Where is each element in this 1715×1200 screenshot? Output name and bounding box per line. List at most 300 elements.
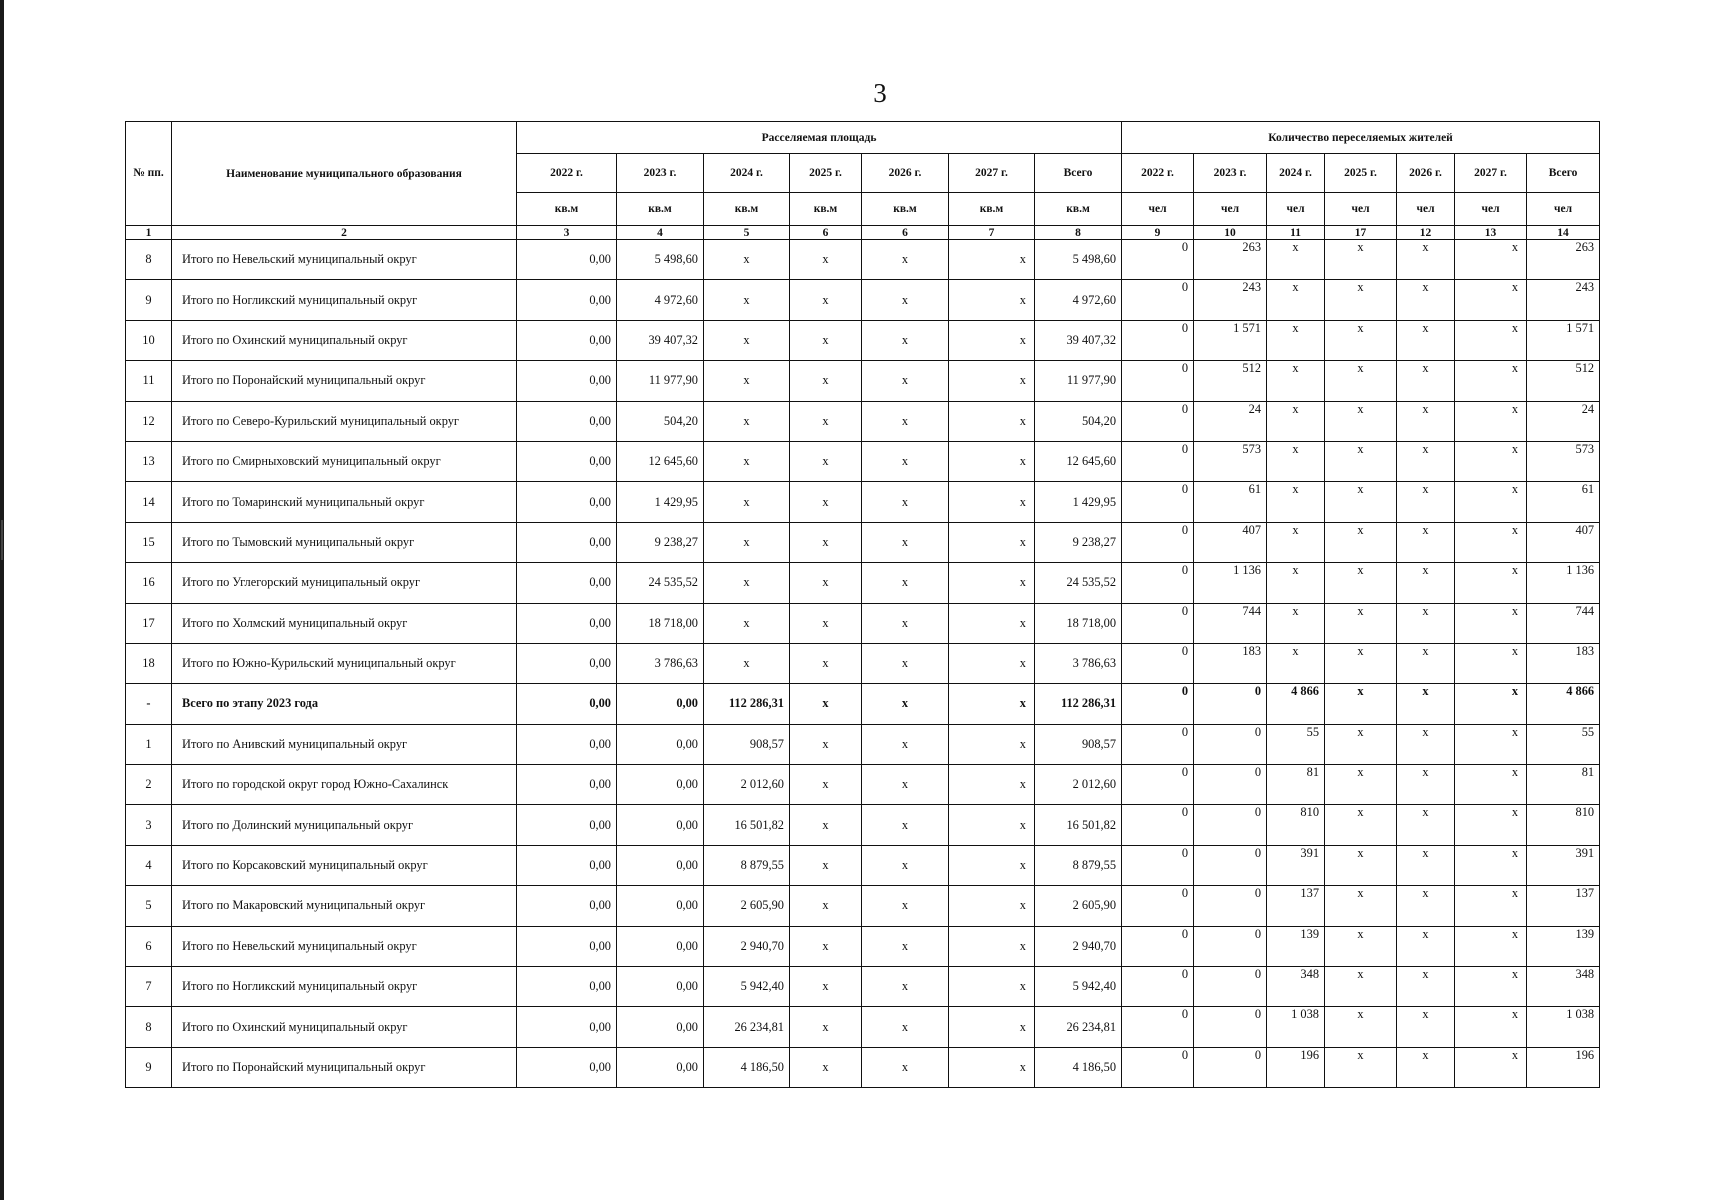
area-cell: x bbox=[862, 1007, 949, 1047]
area-cell: 4 186,50 bbox=[704, 1047, 790, 1087]
area-cell: 0,00 bbox=[617, 1047, 704, 1087]
header-people-year: 2027 г. bbox=[1455, 154, 1527, 193]
area-cell: 4 972,60 bbox=[617, 280, 704, 320]
people-cell: 4 866 bbox=[1267, 684, 1325, 724]
people-cell: 1 038 bbox=[1267, 1007, 1325, 1047]
people-cell: x bbox=[1267, 563, 1325, 603]
table-row bbox=[126, 805, 1600, 845]
area-cell: x bbox=[790, 361, 862, 401]
row-number: 6 bbox=[126, 926, 172, 966]
header-column-index: 17 bbox=[1325, 226, 1397, 240]
people-cell: 0 bbox=[1122, 967, 1194, 1007]
area-cell: 11 977,90 bbox=[1035, 361, 1122, 401]
area-cell: 16 501,82 bbox=[704, 805, 790, 845]
row-municipality-name: Итого по Томаринский муниципальный округ bbox=[172, 482, 517, 522]
area-cell: 1 429,95 bbox=[1035, 482, 1122, 522]
scan-edge-mark bbox=[1, 520, 3, 560]
people-cell: x bbox=[1397, 1047, 1455, 1087]
area-cell: x bbox=[949, 522, 1035, 562]
row-municipality-name: Итого по Смирныховский муниципальный округ bbox=[172, 441, 517, 481]
people-cell: x bbox=[1455, 926, 1527, 966]
row-number: 5 bbox=[126, 886, 172, 926]
people-cell: x bbox=[1455, 886, 1527, 926]
area-cell: 112 286,31 bbox=[1035, 684, 1122, 724]
area-cell: x bbox=[862, 926, 949, 966]
people-cell: x bbox=[1397, 886, 1455, 926]
people-cell: x bbox=[1455, 765, 1527, 805]
area-cell: 908,57 bbox=[704, 724, 790, 764]
people-cell: x bbox=[1325, 603, 1397, 643]
area-cell: 2 012,60 bbox=[1035, 765, 1122, 805]
people-cell: x bbox=[1267, 320, 1325, 360]
row-municipality-name: Итого по Охинский муниципальный округ bbox=[172, 1007, 517, 1047]
header-column-index: 6 bbox=[862, 226, 949, 240]
header-name: Наименование муниципального образования bbox=[172, 122, 517, 226]
people-cell: x bbox=[1455, 482, 1527, 522]
row-number: 3 bbox=[126, 805, 172, 845]
people-cell: 0 bbox=[1194, 805, 1267, 845]
people-cell: 0 bbox=[1122, 845, 1194, 885]
row-municipality-name: Итого по Северо-Курильский муниципальный округ bbox=[172, 401, 517, 441]
row-number: 10 bbox=[126, 320, 172, 360]
area-cell: x bbox=[949, 724, 1035, 764]
people-cell: 0 bbox=[1194, 1007, 1267, 1047]
area-cell: 39 407,32 bbox=[617, 320, 704, 360]
area-cell: x bbox=[949, 845, 1035, 885]
people-cell: x bbox=[1325, 643, 1397, 683]
header-people-unit: чел bbox=[1527, 193, 1600, 226]
people-cell: 183 bbox=[1194, 643, 1267, 683]
area-cell: x bbox=[949, 765, 1035, 805]
area-cell: x bbox=[790, 280, 862, 320]
area-cell: x bbox=[949, 603, 1035, 643]
area-cell: x bbox=[862, 684, 949, 724]
people-cell: 1 571 bbox=[1527, 320, 1600, 360]
people-cell: 1 136 bbox=[1194, 563, 1267, 603]
people-cell: 139 bbox=[1527, 926, 1600, 966]
area-cell: x bbox=[790, 967, 862, 1007]
people-cell: x bbox=[1397, 522, 1455, 562]
area-cell: x bbox=[862, 765, 949, 805]
people-cell: 0 bbox=[1122, 926, 1194, 966]
row-municipality-name: Итого по Ногликский муниципальный округ bbox=[172, 280, 517, 320]
area-cell: x bbox=[862, 603, 949, 643]
area-cell: x bbox=[949, 361, 1035, 401]
people-cell: x bbox=[1325, 967, 1397, 1007]
area-cell: 0,00 bbox=[517, 361, 617, 401]
table-row bbox=[126, 522, 1600, 562]
people-cell: x bbox=[1325, 522, 1397, 562]
header-area-unit: кв.м bbox=[1035, 193, 1122, 226]
header-people-year: 2026 г. bbox=[1397, 154, 1455, 193]
people-cell: x bbox=[1325, 684, 1397, 724]
area-cell: 2 940,70 bbox=[1035, 926, 1122, 966]
table-row bbox=[126, 845, 1600, 885]
area-cell: 0,00 bbox=[517, 724, 617, 764]
people-cell: 243 bbox=[1194, 280, 1267, 320]
row-number: 1 bbox=[126, 724, 172, 764]
people-cell: 0 bbox=[1194, 765, 1267, 805]
header-area-year: 2026 г. bbox=[862, 154, 949, 193]
area-cell: x bbox=[862, 1047, 949, 1087]
people-cell: x bbox=[1455, 320, 1527, 360]
area-cell: x bbox=[862, 240, 949, 280]
area-cell: 0,00 bbox=[617, 845, 704, 885]
people-cell: x bbox=[1267, 441, 1325, 481]
area-cell: 0,00 bbox=[617, 805, 704, 845]
people-cell: x bbox=[1397, 1007, 1455, 1047]
header-area-unit: кв.м bbox=[704, 193, 790, 226]
people-cell: x bbox=[1455, 724, 1527, 764]
people-cell: x bbox=[1455, 684, 1527, 724]
header-column-index: 8 bbox=[1035, 226, 1122, 240]
people-cell: 139 bbox=[1267, 926, 1325, 966]
people-cell: 512 bbox=[1527, 361, 1600, 401]
area-cell: 2 605,90 bbox=[1035, 886, 1122, 926]
people-cell: 0 bbox=[1122, 684, 1194, 724]
people-cell: x bbox=[1325, 845, 1397, 885]
area-cell: 0,00 bbox=[617, 926, 704, 966]
area-cell: x bbox=[704, 240, 790, 280]
area-cell: 0,00 bbox=[517, 280, 617, 320]
people-cell: x bbox=[1325, 320, 1397, 360]
row-number: 14 bbox=[126, 482, 172, 522]
area-cell: x bbox=[790, 845, 862, 885]
row-municipality-name: Итого по Холмский муниципальный округ bbox=[172, 603, 517, 643]
people-cell: x bbox=[1397, 401, 1455, 441]
people-cell: x bbox=[1397, 603, 1455, 643]
people-cell: x bbox=[1397, 280, 1455, 320]
header-area-unit: кв.м bbox=[862, 193, 949, 226]
area-cell: x bbox=[790, 926, 862, 966]
row-municipality-name: Итого по Углегорский муниципальный округ bbox=[172, 563, 517, 603]
area-cell: x bbox=[704, 401, 790, 441]
area-cell: 9 238,27 bbox=[1035, 522, 1122, 562]
area-cell: x bbox=[949, 441, 1035, 481]
area-cell: x bbox=[862, 522, 949, 562]
people-cell: 183 bbox=[1527, 643, 1600, 683]
table-row bbox=[126, 482, 1600, 522]
people-cell: x bbox=[1397, 320, 1455, 360]
table-row bbox=[126, 1007, 1600, 1047]
row-municipality-name: Итого по Корсаковский муниципальный округ bbox=[172, 845, 517, 885]
area-cell: 3 786,63 bbox=[1035, 643, 1122, 683]
row-number: 16 bbox=[126, 563, 172, 603]
people-cell: x bbox=[1325, 280, 1397, 320]
people-cell: 573 bbox=[1194, 441, 1267, 481]
people-cell: 0 bbox=[1194, 967, 1267, 1007]
header-area-unit: кв.м bbox=[617, 193, 704, 226]
area-cell: x bbox=[790, 401, 862, 441]
people-cell: x bbox=[1455, 805, 1527, 845]
header-people-unit: чел bbox=[1194, 193, 1267, 226]
area-cell: x bbox=[949, 886, 1035, 926]
header-column-index: 13 bbox=[1455, 226, 1527, 240]
people-cell: 0 bbox=[1194, 926, 1267, 966]
row-number: 18 bbox=[126, 643, 172, 683]
people-cell: x bbox=[1267, 401, 1325, 441]
area-cell: x bbox=[949, 643, 1035, 683]
area-cell: 5 942,40 bbox=[1035, 967, 1122, 1007]
people-cell: x bbox=[1455, 1007, 1527, 1047]
header-area-year: 2025 г. bbox=[790, 154, 862, 193]
area-cell: x bbox=[949, 1047, 1035, 1087]
area-cell: 0,00 bbox=[617, 1007, 704, 1047]
people-cell: x bbox=[1397, 441, 1455, 481]
area-cell: x bbox=[862, 845, 949, 885]
header-column-index: 6 bbox=[790, 226, 862, 240]
area-cell: 0,00 bbox=[517, 441, 617, 481]
people-cell: x bbox=[1325, 926, 1397, 966]
header-people-year: Всего bbox=[1527, 154, 1600, 193]
area-cell: x bbox=[949, 280, 1035, 320]
area-cell: x bbox=[949, 684, 1035, 724]
area-cell: x bbox=[949, 320, 1035, 360]
row-municipality-name: Итого по Невельский муниципальный округ bbox=[172, 240, 517, 280]
area-cell: x bbox=[949, 926, 1035, 966]
area-cell: x bbox=[862, 280, 949, 320]
people-cell: 0 bbox=[1122, 361, 1194, 401]
people-cell: x bbox=[1325, 805, 1397, 845]
area-cell: 0,00 bbox=[517, 805, 617, 845]
table-row bbox=[126, 563, 1600, 603]
people-cell: 1 136 bbox=[1527, 563, 1600, 603]
row-number: 8 bbox=[126, 1007, 172, 1047]
area-cell: 0,00 bbox=[517, 1007, 617, 1047]
people-cell: x bbox=[1397, 967, 1455, 1007]
area-cell: x bbox=[790, 765, 862, 805]
resettlement-table bbox=[125, 121, 1600, 1088]
people-cell: 61 bbox=[1527, 482, 1600, 522]
people-cell: 0 bbox=[1122, 401, 1194, 441]
area-cell: 3 786,63 bbox=[617, 643, 704, 683]
people-cell: x bbox=[1325, 361, 1397, 401]
table-row bbox=[126, 886, 1600, 926]
row-municipality-name: Итого по Долинский муниципальный округ bbox=[172, 805, 517, 845]
area-cell: 0,00 bbox=[517, 926, 617, 966]
area-cell: x bbox=[704, 482, 790, 522]
people-cell: x bbox=[1267, 643, 1325, 683]
area-cell: x bbox=[862, 401, 949, 441]
row-number: 2 bbox=[126, 765, 172, 805]
header-column-index: 2 bbox=[172, 226, 517, 240]
area-cell: x bbox=[949, 240, 1035, 280]
area-cell: x bbox=[704, 280, 790, 320]
area-cell: x bbox=[790, 320, 862, 360]
people-cell: x bbox=[1397, 563, 1455, 603]
area-cell: 8 879,55 bbox=[704, 845, 790, 885]
area-cell: x bbox=[704, 361, 790, 401]
area-cell: 0,00 bbox=[517, 603, 617, 643]
people-cell: x bbox=[1455, 1047, 1527, 1087]
people-cell: 24 bbox=[1527, 401, 1600, 441]
area-cell: x bbox=[949, 563, 1035, 603]
area-cell: 0,00 bbox=[617, 886, 704, 926]
area-cell: 0,00 bbox=[617, 765, 704, 805]
area-cell: 11 977,90 bbox=[617, 361, 704, 401]
header-column-index: 14 bbox=[1527, 226, 1600, 240]
people-cell: 0 bbox=[1122, 603, 1194, 643]
people-cell: x bbox=[1325, 401, 1397, 441]
header-column-index: 7 bbox=[949, 226, 1035, 240]
area-cell: x bbox=[862, 805, 949, 845]
row-number: 8 bbox=[126, 240, 172, 280]
area-cell: 24 535,52 bbox=[1035, 563, 1122, 603]
area-cell: 504,20 bbox=[1035, 401, 1122, 441]
header-people-unit: чел bbox=[1325, 193, 1397, 226]
people-cell: 196 bbox=[1267, 1047, 1325, 1087]
area-cell: 2 012,60 bbox=[704, 765, 790, 805]
people-cell: x bbox=[1455, 401, 1527, 441]
area-cell: 0,00 bbox=[517, 886, 617, 926]
people-cell: 243 bbox=[1527, 280, 1600, 320]
people-cell: x bbox=[1267, 240, 1325, 280]
area-cell: 0,00 bbox=[517, 320, 617, 360]
people-cell: 263 bbox=[1527, 240, 1600, 280]
people-cell: 0 bbox=[1122, 240, 1194, 280]
header-area-unit: кв.м bbox=[949, 193, 1035, 226]
area-cell: 0,00 bbox=[517, 401, 617, 441]
header-people-group: Количество переселяемых жителей bbox=[1122, 122, 1600, 154]
people-cell: x bbox=[1325, 1007, 1397, 1047]
header-area-year: 2027 г. bbox=[949, 154, 1035, 193]
people-cell: 0 bbox=[1122, 724, 1194, 764]
area-cell: x bbox=[704, 643, 790, 683]
header-area-year: 2024 г. bbox=[704, 154, 790, 193]
people-cell: x bbox=[1267, 280, 1325, 320]
people-cell: 137 bbox=[1527, 886, 1600, 926]
people-cell: 81 bbox=[1267, 765, 1325, 805]
people-cell: 0 bbox=[1194, 886, 1267, 926]
area-cell: x bbox=[704, 320, 790, 360]
people-cell: x bbox=[1455, 441, 1527, 481]
area-cell: 18 718,00 bbox=[617, 603, 704, 643]
people-cell: 512 bbox=[1194, 361, 1267, 401]
people-cell: x bbox=[1397, 684, 1455, 724]
people-cell: x bbox=[1267, 361, 1325, 401]
area-cell: x bbox=[704, 441, 790, 481]
people-cell: 391 bbox=[1267, 845, 1325, 885]
header-column-index: 10 bbox=[1194, 226, 1267, 240]
area-cell: x bbox=[949, 805, 1035, 845]
people-cell: 0 bbox=[1122, 320, 1194, 360]
people-cell: 348 bbox=[1267, 967, 1325, 1007]
area-cell: 0,00 bbox=[517, 845, 617, 885]
area-cell: x bbox=[862, 643, 949, 683]
row-number: 9 bbox=[126, 280, 172, 320]
area-cell: 908,57 bbox=[1035, 724, 1122, 764]
people-cell: x bbox=[1455, 240, 1527, 280]
area-cell: x bbox=[949, 482, 1035, 522]
people-cell: x bbox=[1397, 724, 1455, 764]
people-cell: 0 bbox=[1194, 845, 1267, 885]
area-cell: 39 407,32 bbox=[1035, 320, 1122, 360]
people-cell: 196 bbox=[1527, 1047, 1600, 1087]
header-people-year: 2025 г. bbox=[1325, 154, 1397, 193]
people-cell: x bbox=[1267, 522, 1325, 562]
people-cell: x bbox=[1397, 361, 1455, 401]
people-cell: 744 bbox=[1527, 603, 1600, 643]
row-municipality-name: Итого по Макаровский муниципальный округ bbox=[172, 886, 517, 926]
area-cell: x bbox=[790, 886, 862, 926]
people-cell: 348 bbox=[1527, 967, 1600, 1007]
row-municipality-name: Итого по Поронайский муниципальный округ bbox=[172, 361, 517, 401]
people-cell: 0 bbox=[1122, 1007, 1194, 1047]
area-cell: 4 972,60 bbox=[1035, 280, 1122, 320]
people-cell: x bbox=[1455, 563, 1527, 603]
area-cell: 0,00 bbox=[617, 724, 704, 764]
header-column-index: 5 bbox=[704, 226, 790, 240]
people-cell: x bbox=[1397, 765, 1455, 805]
people-cell: x bbox=[1455, 845, 1527, 885]
people-cell: 0 bbox=[1122, 522, 1194, 562]
row-number: 15 bbox=[126, 522, 172, 562]
area-cell: 112 286,31 bbox=[704, 684, 790, 724]
table-row bbox=[126, 643, 1600, 683]
area-cell: 0,00 bbox=[517, 240, 617, 280]
area-cell: 16 501,82 bbox=[1035, 805, 1122, 845]
area-cell: 0,00 bbox=[517, 522, 617, 562]
row-number: 11 bbox=[126, 361, 172, 401]
area-cell: x bbox=[790, 603, 862, 643]
area-cell: 5 498,60 bbox=[617, 240, 704, 280]
area-cell: x bbox=[862, 563, 949, 603]
people-cell: 61 bbox=[1194, 482, 1267, 522]
area-cell: 0,00 bbox=[617, 967, 704, 1007]
area-cell: x bbox=[862, 886, 949, 926]
header-column-index: 12 bbox=[1397, 226, 1455, 240]
people-cell: x bbox=[1325, 563, 1397, 603]
area-cell: 5 498,60 bbox=[1035, 240, 1122, 280]
people-cell: 0 bbox=[1194, 724, 1267, 764]
area-cell: x bbox=[862, 441, 949, 481]
area-cell: x bbox=[790, 805, 862, 845]
table-row bbox=[126, 320, 1600, 360]
table-row bbox=[126, 967, 1600, 1007]
area-cell: x bbox=[704, 522, 790, 562]
header-people-unit: чел bbox=[1455, 193, 1527, 226]
people-cell: x bbox=[1397, 643, 1455, 683]
people-cell: x bbox=[1267, 603, 1325, 643]
people-cell: x bbox=[1397, 240, 1455, 280]
people-cell: x bbox=[1267, 482, 1325, 522]
area-cell: 4 186,50 bbox=[1035, 1047, 1122, 1087]
people-cell: 391 bbox=[1527, 845, 1600, 885]
header-column-index: 9 bbox=[1122, 226, 1194, 240]
people-cell: 0 bbox=[1122, 643, 1194, 683]
area-cell: x bbox=[790, 1007, 862, 1047]
header-column-index: 3 bbox=[517, 226, 617, 240]
table-row bbox=[126, 926, 1600, 966]
header-people-unit: чел bbox=[1122, 193, 1194, 226]
row-municipality-name: Итого по городской округ город Южно-Сахалинск bbox=[172, 765, 517, 805]
area-cell: 0,00 bbox=[517, 967, 617, 1007]
people-cell: 407 bbox=[1527, 522, 1600, 562]
people-cell: x bbox=[1325, 765, 1397, 805]
area-cell: x bbox=[862, 482, 949, 522]
people-cell: x bbox=[1325, 886, 1397, 926]
area-cell: x bbox=[790, 684, 862, 724]
header-people-year: 2022 г. bbox=[1122, 154, 1194, 193]
table-row bbox=[126, 361, 1600, 401]
area-cell: x bbox=[862, 320, 949, 360]
people-cell: x bbox=[1455, 967, 1527, 1007]
people-cell: x bbox=[1455, 361, 1527, 401]
row-number: 7 bbox=[126, 967, 172, 1007]
people-cell: 55 bbox=[1527, 724, 1600, 764]
people-cell: x bbox=[1455, 603, 1527, 643]
header-column-index: 1 bbox=[126, 226, 172, 240]
